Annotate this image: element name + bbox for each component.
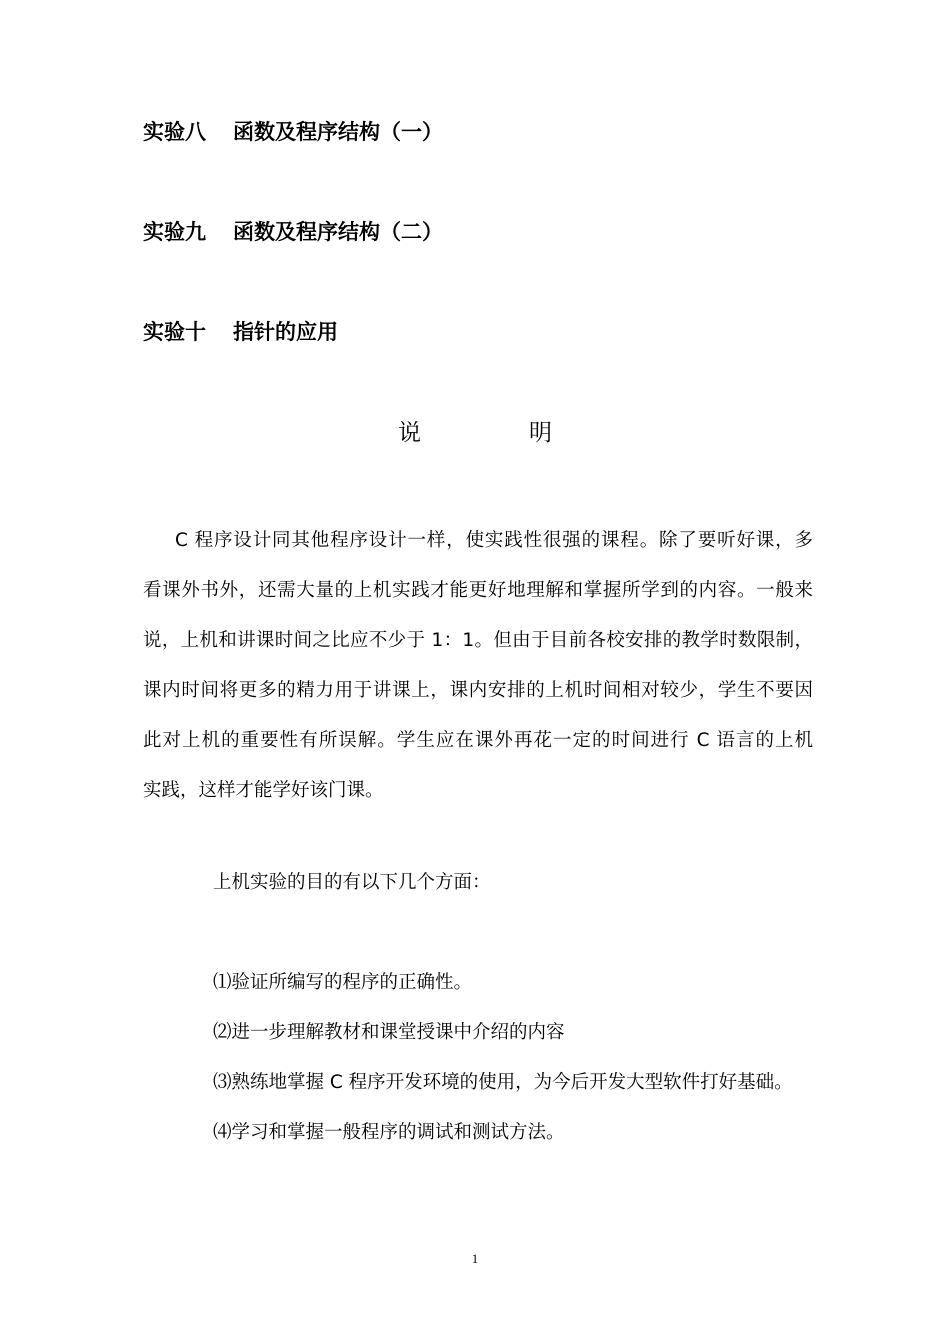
list-item: ⑶熟练地掌握 C 程序开发环境的使用，为今后开发大型软件打好基础。 bbox=[213, 1072, 793, 1093]
heading-experiment-9 bbox=[143, 217, 443, 247]
section-title bbox=[0, 416, 950, 450]
paragraph-line: 此对上机的重要性有所误解。学生应在课外再花一定的时间进行 C 语言的上机 bbox=[143, 730, 813, 751]
heading-title: 函数及程序结构（一） bbox=[233, 120, 443, 144]
paragraph-line: 说，上机和讲课时间之比应不少于 1：1。但由于目前各校安排的教学时数限制， bbox=[143, 630, 813, 651]
paragraph-line: C 程序设计同其他程序设计一样，使实践性很强的课程。除了要听好课，多 bbox=[175, 530, 813, 551]
list-item: ⑵进一步理解教材和课堂授课中介绍的内容 bbox=[213, 1022, 565, 1043]
page-number: 1 bbox=[471, 1251, 479, 1266]
section-title-part-1: 说 bbox=[398, 420, 421, 446]
purposes-list bbox=[213, 966, 793, 1166]
list-item: ⑴验证所编写的程序的正确性。 bbox=[213, 972, 473, 993]
section-title-part-2: 明 bbox=[529, 420, 552, 446]
heading-title: 指针的应用 bbox=[233, 320, 338, 344]
heading-experiment-8 bbox=[143, 117, 443, 147]
paragraph-line: 看课外书外，还需大量的上机实践才能更好地理解和掌握所学到的内容。一般来 bbox=[143, 580, 813, 601]
purposes-intro: 上机实验的目的有以下几个方面： bbox=[213, 872, 491, 893]
description-paragraph bbox=[143, 516, 813, 816]
heading-number: 实验八 bbox=[143, 120, 206, 144]
heading-experiment-10 bbox=[143, 317, 338, 347]
heading-number: 实验十 bbox=[143, 320, 206, 344]
heading-number: 实验九 bbox=[143, 220, 206, 244]
paragraph-line: 课内时间将更多的精力用于讲课上，课内安排的上机时间相对较少，学生不要因 bbox=[143, 680, 813, 701]
paragraph-line: 实践，这样才能学好该门课。 bbox=[143, 780, 384, 801]
list-item: ⑷学习和掌握一般程序的调试和测试方法。 bbox=[213, 1122, 565, 1143]
heading-title: 函数及程序结构（二） bbox=[233, 220, 443, 244]
